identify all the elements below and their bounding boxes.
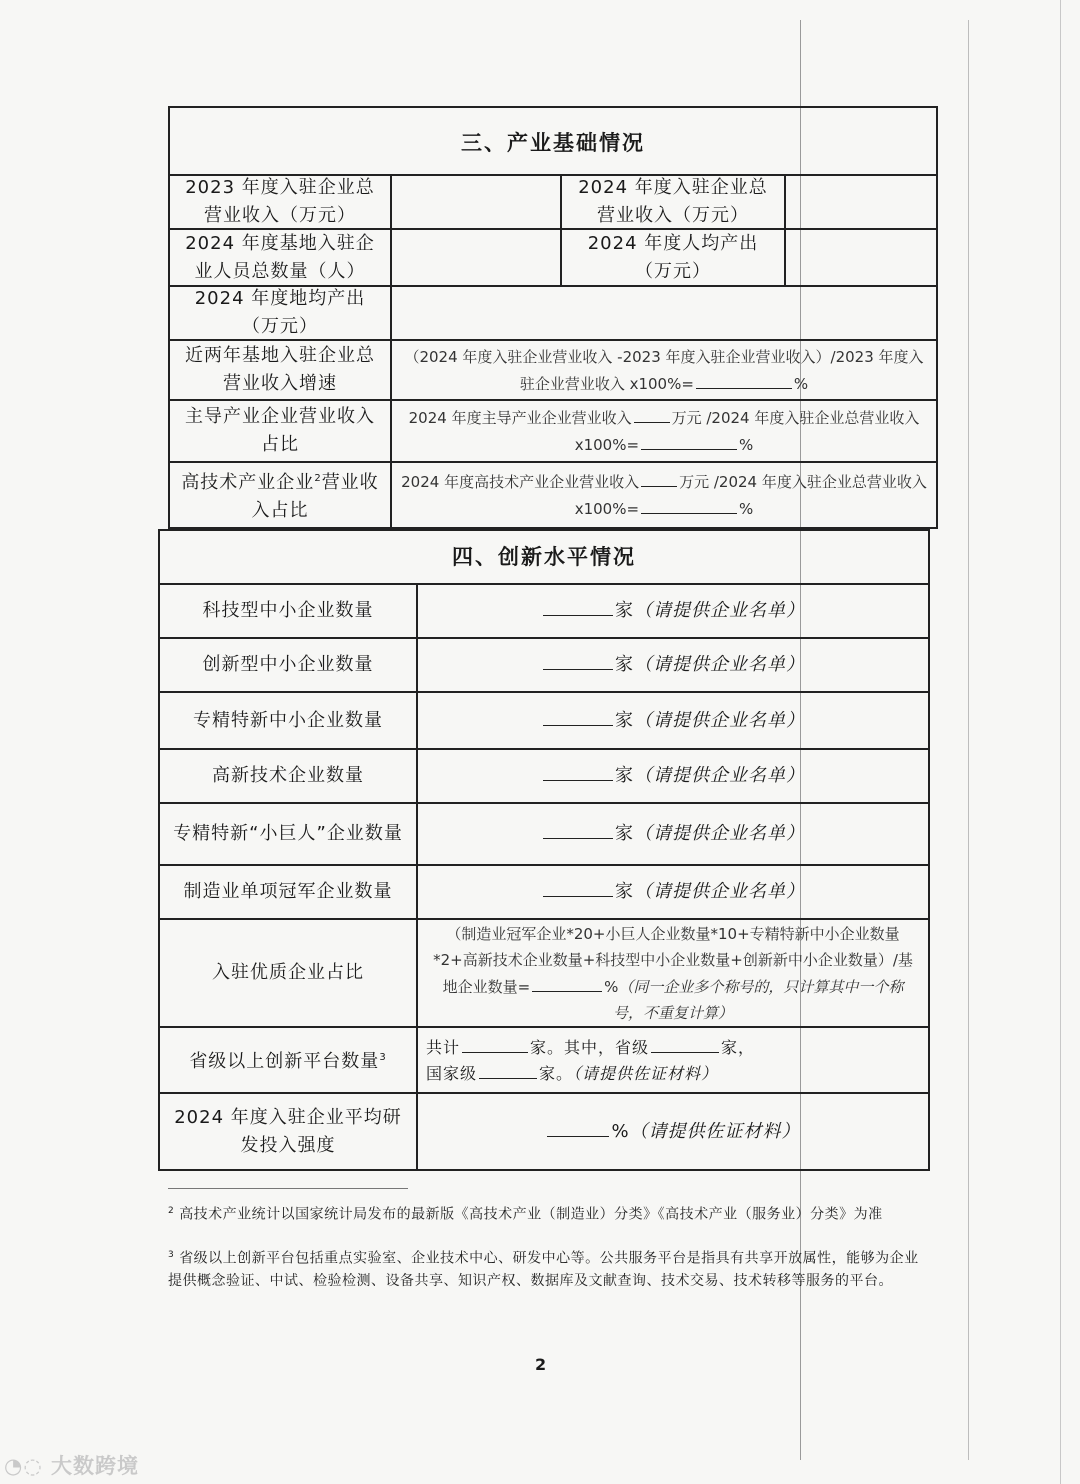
footnote-ref-3: 3 <box>379 1052 387 1063</box>
list-note: （请提供企业名单） <box>634 600 805 621</box>
quality-share-blank[interactable] <box>532 973 602 992</box>
unit-text: 家 <box>615 654 634 675</box>
value-rnd-intensity <box>418 1094 928 1169</box>
single-champion-blank[interactable] <box>543 878 613 897</box>
value-specialized-sme <box>418 693 928 748</box>
formula-revenue-growth <box>392 341 936 399</box>
label-text: 省级以上创新平台数量 <box>189 1051 380 1072</box>
label-innovation-platform <box>160 1028 416 1092</box>
value-innovative-sme <box>418 639 928 691</box>
section4-title: 四、创新水平情况 <box>452 545 636 569</box>
leading-revenue-blank[interactable] <box>634 404 670 423</box>
leading-share-blank[interactable] <box>641 431 737 450</box>
evidence-note: （请提供佐证材料） <box>573 1064 719 1083</box>
footnote-2 <box>168 1200 928 1226</box>
unit-text: 家 <box>615 881 634 902</box>
value-land-output[interactable] <box>392 287 936 339</box>
value-2023-revenue[interactable] <box>392 176 560 228</box>
unit-text: 家 <box>615 765 634 786</box>
watermark-icon: ◔◌ <box>4 1454 43 1478</box>
label-rnd-intensity: 2024 年度入驻企业平均研发投入强度 <box>174 1106 402 1156</box>
list-note: （请提供企业名单） <box>634 765 805 786</box>
unit-text: 家。 <box>539 1064 574 1083</box>
value-2024-staff[interactable] <box>392 230 560 285</box>
scan-edge-line <box>968 20 969 1460</box>
specialized-sme-blank[interactable] <box>543 707 613 726</box>
label-tail: 营业收入占比 <box>251 472 379 521</box>
scan-edge-line <box>1060 0 1061 1484</box>
label-leading-industry-share: 主导产业企业营业收入占比 <box>185 406 375 455</box>
label-revenue-growth: 近两年基地入驻企业总营业收入增速 <box>185 345 375 394</box>
value-hightech-enterprise <box>418 750 928 802</box>
label-hightech-share <box>170 463 390 527</box>
label-single-champion: 制造业单项冠军企业数量 <box>183 881 393 902</box>
tech-sme-blank[interactable] <box>543 597 613 616</box>
value-2024-revenue[interactable] <box>786 176 936 228</box>
label-tech-sme: 科技型中小企业数量 <box>202 600 374 621</box>
percent-unit: % <box>611 1120 630 1142</box>
little-giant-blank[interactable] <box>543 820 613 839</box>
watermark-text: 大数跨境 <box>50 1454 139 1478</box>
formula-text: 万元 /2024 年度入驻企业总营业收入 x100%= <box>574 473 927 518</box>
list-note: （请提供企业名单） <box>634 654 805 675</box>
section3-title: 三、产业基础情况 <box>461 131 645 155</box>
formula-leading-industry-share <box>392 401 936 461</box>
value-innovation-platform <box>418 1028 928 1092</box>
label-head: 高技术产业企业 <box>181 472 315 493</box>
page-number: 2 <box>535 1355 547 1374</box>
divider <box>784 174 786 285</box>
formula-quality-share <box>418 920 928 1026</box>
label-2024-staff: 2024 年度基地入驻企业人员总数量（人） <box>185 232 375 282</box>
list-note: （请提供企业名单） <box>634 823 805 844</box>
unit-text: 家 <box>615 823 634 844</box>
formula-text: 万元 /2024 年度入驻企业总营业收入 x100%= <box>574 409 920 454</box>
formula-text: （2024 年度入驻企业营业收入 -2023 年度入驻企业营业收入）/2023 年度入驻企业营业收入 x100%= <box>404 347 924 393</box>
label-quality-share: 入驻优质企业占比 <box>212 962 364 983</box>
percent-unit: % <box>739 436 754 454</box>
unit-text: 家， <box>721 1038 756 1057</box>
count-once-note: （同一企业多个称号的，只计算其中一个称号，不重复计算） <box>612 977 904 1022</box>
label-per-capita-output: 2024 年度人均产出（万元） <box>587 232 759 282</box>
list-note: （请提供企业名单） <box>634 881 805 902</box>
total-text: 共计 <box>426 1038 461 1057</box>
label-2023-revenue: 2023 年度入驻企业总营业收入（万元） <box>185 177 375 226</box>
footnote-text: 高技术产业统计以国家统计局发布的最新版《高技术产业（制造业）分类》《高技术产业（服务业）分类》为准 <box>179 1206 883 1223</box>
value-little-giant <box>418 804 928 864</box>
footnote-separator <box>168 1188 408 1189</box>
watermark-logo <box>4 1450 139 1480</box>
growth-blank[interactable] <box>696 370 792 389</box>
evidence-note: （请提供佐证材料） <box>629 1120 801 1142</box>
label-little-giant: 专精特新“小巨人”企业数量 <box>173 823 403 844</box>
label-hightech-enterprise: 高新技术企业数量 <box>212 765 364 786</box>
footnote-ref-2: 2 <box>314 473 322 484</box>
footnote-mark: 2 <box>168 1206 175 1216</box>
footnote-mark: 3 <box>168 1250 175 1260</box>
value-per-capita-output[interactable] <box>786 230 936 285</box>
innovative-sme-blank[interactable] <box>543 651 613 670</box>
platform-provincial-blank[interactable] <box>651 1034 719 1053</box>
list-note: （请提供企业名单） <box>634 709 805 731</box>
value-tech-sme <box>418 585 928 637</box>
platform-national-blank[interactable] <box>479 1060 537 1079</box>
footnote-text: 省级以上创新平台包括重点实验室、企业技术中心、研发中心等。公共服务平台是指具有共享开放属性，能够为企业提供概念验证、中试、检验检测、设备共享、知识产权、数据库及文献查询、技术交易、技术转移等服务的平台。 <box>168 1250 919 1289</box>
hightech-revenue-blank[interactable] <box>641 468 677 487</box>
label-2024-revenue: 2024 年度入驻企业总营业收入（万元） <box>578 177 768 226</box>
label-land-output: 2024 年度地均产出（万元） <box>194 288 366 337</box>
national-text: 国家级 <box>426 1064 478 1083</box>
unit-text: 家 <box>615 600 634 621</box>
footnote-3 <box>168 1244 928 1292</box>
hightech-enterprise-blank[interactable] <box>543 762 613 781</box>
label-specialized-sme: 专精特新中小企业数量 <box>193 709 383 731</box>
formula-text: 2024 年度高技术产业企业营业收入 <box>401 473 640 491</box>
value-single-champion <box>418 866 928 918</box>
percent-unit: % <box>604 977 619 996</box>
hightech-share-blank[interactable] <box>641 495 737 514</box>
formula-hightech-share <box>392 463 936 527</box>
formula-text: （制造业冠军企业*20+小巨人企业数量*10+专精特新中小企业数量*2+高新技术企业数量+科技型中小企业数量+创新新中小企业数量）/基地企业数量= <box>433 924 913 996</box>
percent-unit: % <box>793 374 809 393</box>
label-innovative-sme: 创新型中小企业数量 <box>202 654 374 675</box>
rnd-blank[interactable] <box>547 1118 609 1137</box>
unit-text: 家 <box>615 709 634 731</box>
unit-text: 家。其中，省级 <box>530 1038 650 1057</box>
divider <box>560 174 562 285</box>
percent-unit: % <box>739 500 754 518</box>
platform-total-blank[interactable] <box>462 1034 528 1053</box>
formula-text: 2024 年度主导产业企业营业收入 <box>408 409 632 427</box>
